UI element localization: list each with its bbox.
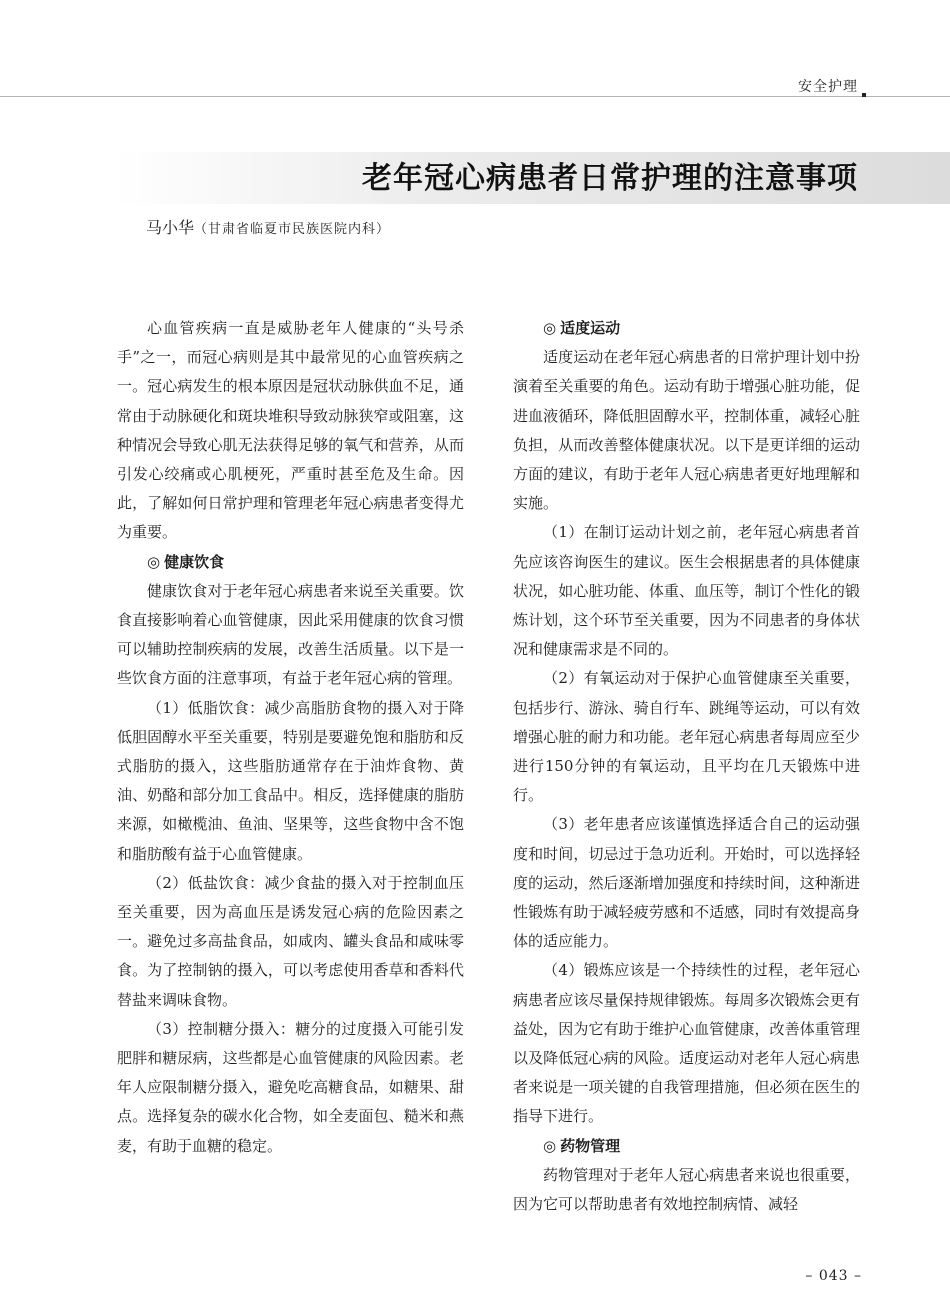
diet-item-low-salt: （2）低盐饮食：减少食盐的摄入对于控制血压至关重要，因为高血压是诱发冠心病的危险因素之一。避免过多高盐食品，如咸肉、罐头食品和咸味零食。为了控制钠的摄入，可以考虑使用香草和香料代替盐来调味食物。 bbox=[117, 873, 464, 1009]
exercise-intro-paragraph: 适度运动在老年冠心病患者的日常护理计划中扮演着至关重要的角色。运动有助于增强心脏功能，促进血液循环，降低胆固醇水平，控制体重，减轻心脏负担，从而改善整体健康状况。以下是更详细的运动方面的建议，有助于老年人冠心病患者更好地理解和实施。 bbox=[513, 348, 860, 513]
section-heading-medication bbox=[513, 1132, 860, 1161]
medication-intro-paragraph: 药物管理对于老年人冠心病患者来说也很重要，因为它可以帮助患者有效地控制病情、减轻 bbox=[513, 1165, 860, 1214]
author-name: 马小华 bbox=[146, 218, 195, 237]
section-bullet-icon: ◎ bbox=[147, 552, 161, 571]
diet-item-sugar: （3）控制糖分摄入：糖分的过度摄入可能引发肥胖和糖尿病，这些都是心血管健康的风险因素。老年人应限制糖分摄入，避免吃高糖食品，如糖果、甜点。选择复杂的碳水化合物，如全麦面包、糙米和燕麦，有助于血糖的稳定。 bbox=[117, 1019, 464, 1155]
exercise-item-aerobic: （2）有氧运动对于保护心血管健康至关重要，包括步行、游泳、骑自行车、跳绳等运动，可以有效增强心脏的耐力和功能。老年冠心病患者每周应至少进行150分钟的有氧运动，且平均在几天锻炼中进行。 bbox=[513, 669, 860, 805]
header-rule bbox=[0, 96, 950, 97]
exercise-item-regular: （4）锻炼应该是一个持续性的过程，老年冠心病患者应该尽量保持规律锻炼。每周多次锻炼会更有益处，因为它有助于维护心血管健康，改善体重管理以及降低冠心病的风险。适度运动对老年人冠心病患者来说是一项关键的自我管理措施，但必须在医生的指导下进行。 bbox=[513, 961, 860, 1126]
section-bullet-icon: ◎ bbox=[543, 319, 557, 337]
section-bullet-icon: ◎ bbox=[543, 1136, 557, 1155]
intro-paragraph: 心血管疾病一直是威胁老年人健康的“头号杀手”之一，而冠心病则是其中最常见的心血管疾病之一。冠心病发生的根本原因是冠状动脉供血不足，通常由于动脉硬化和斑块堆积导致动脉狭窄或阻塞，这种情况会导致心肌无法获得足够的氧气和营养，从而引发心绞痛或心肌梗死，严重时甚至危及生命。因此，了解如何日常护理和管理老年冠心病患者变得尤为重要。 bbox=[117, 319, 464, 542]
left-column bbox=[117, 314, 464, 1161]
diet-item-low-fat: （1）低脂饮食：减少高脂肪食物的摄入对于降低胆固醇水平至关重要，特别是要避免饱和脂肪和反式脂肪的摄入，这些脂肪通常存在于油炸食物、黄油、奶酪和部分加工食品中。相反，选择健康的脂肪来源，如橄榄油、鱼油、坚果等，这些食物中含不饱和脂肪酸有益于心血管健康。 bbox=[117, 698, 464, 863]
section-heading-text: 药物管理 bbox=[560, 1136, 621, 1155]
page-number: – 043 – bbox=[805, 1268, 862, 1284]
exercise-item-intensity: （3）老年患者应该谨慎选择适合自己的运动强度和时间，切忌过于急功近利。开始时，可以选择轻度的运动，然后逐渐增加强度和持续时间，这种渐进性锻炼有助于减轻疲劳感和不适感，同时有效提高身体的适应能力。 bbox=[513, 815, 860, 951]
right-column bbox=[513, 314, 860, 1219]
section-heading-text: 适度运动 bbox=[560, 319, 621, 337]
section-heading-diet bbox=[117, 548, 464, 577]
section-marker-dot bbox=[862, 93, 866, 97]
byline bbox=[146, 218, 390, 240]
section-label: 安全护理 bbox=[798, 79, 858, 95]
diet-intro-paragraph: 健康饮食对于老年冠心病患者来说至关重要。饮食直接影响着心血管健康，因此采用健康的饮食习惯可以辅助控制疾病的发展，改善生活质量。以下是一些饮食方面的注意事项，有益于老年冠心病的管理。 bbox=[117, 581, 464, 688]
section-heading-text: 健康饮食 bbox=[164, 552, 225, 571]
section-heading-exercise bbox=[513, 314, 860, 343]
article-title: 老年冠心病患者日常护理的注意事项 bbox=[362, 161, 858, 196]
author-affiliation: （甘肃省临夏市民族医院内科） bbox=[194, 222, 391, 237]
exercise-item-consult: （1）在制订运动计划之前，老年冠心病患者首先应该咨询医生的建议。医生会根据患者的具体健康状况，如心脏功能、体重、血压等，制订个性化的锻炼计划，这个环节至关重要，因为不同患者的身体状况和健康需求是不同的。 bbox=[513, 523, 860, 659]
